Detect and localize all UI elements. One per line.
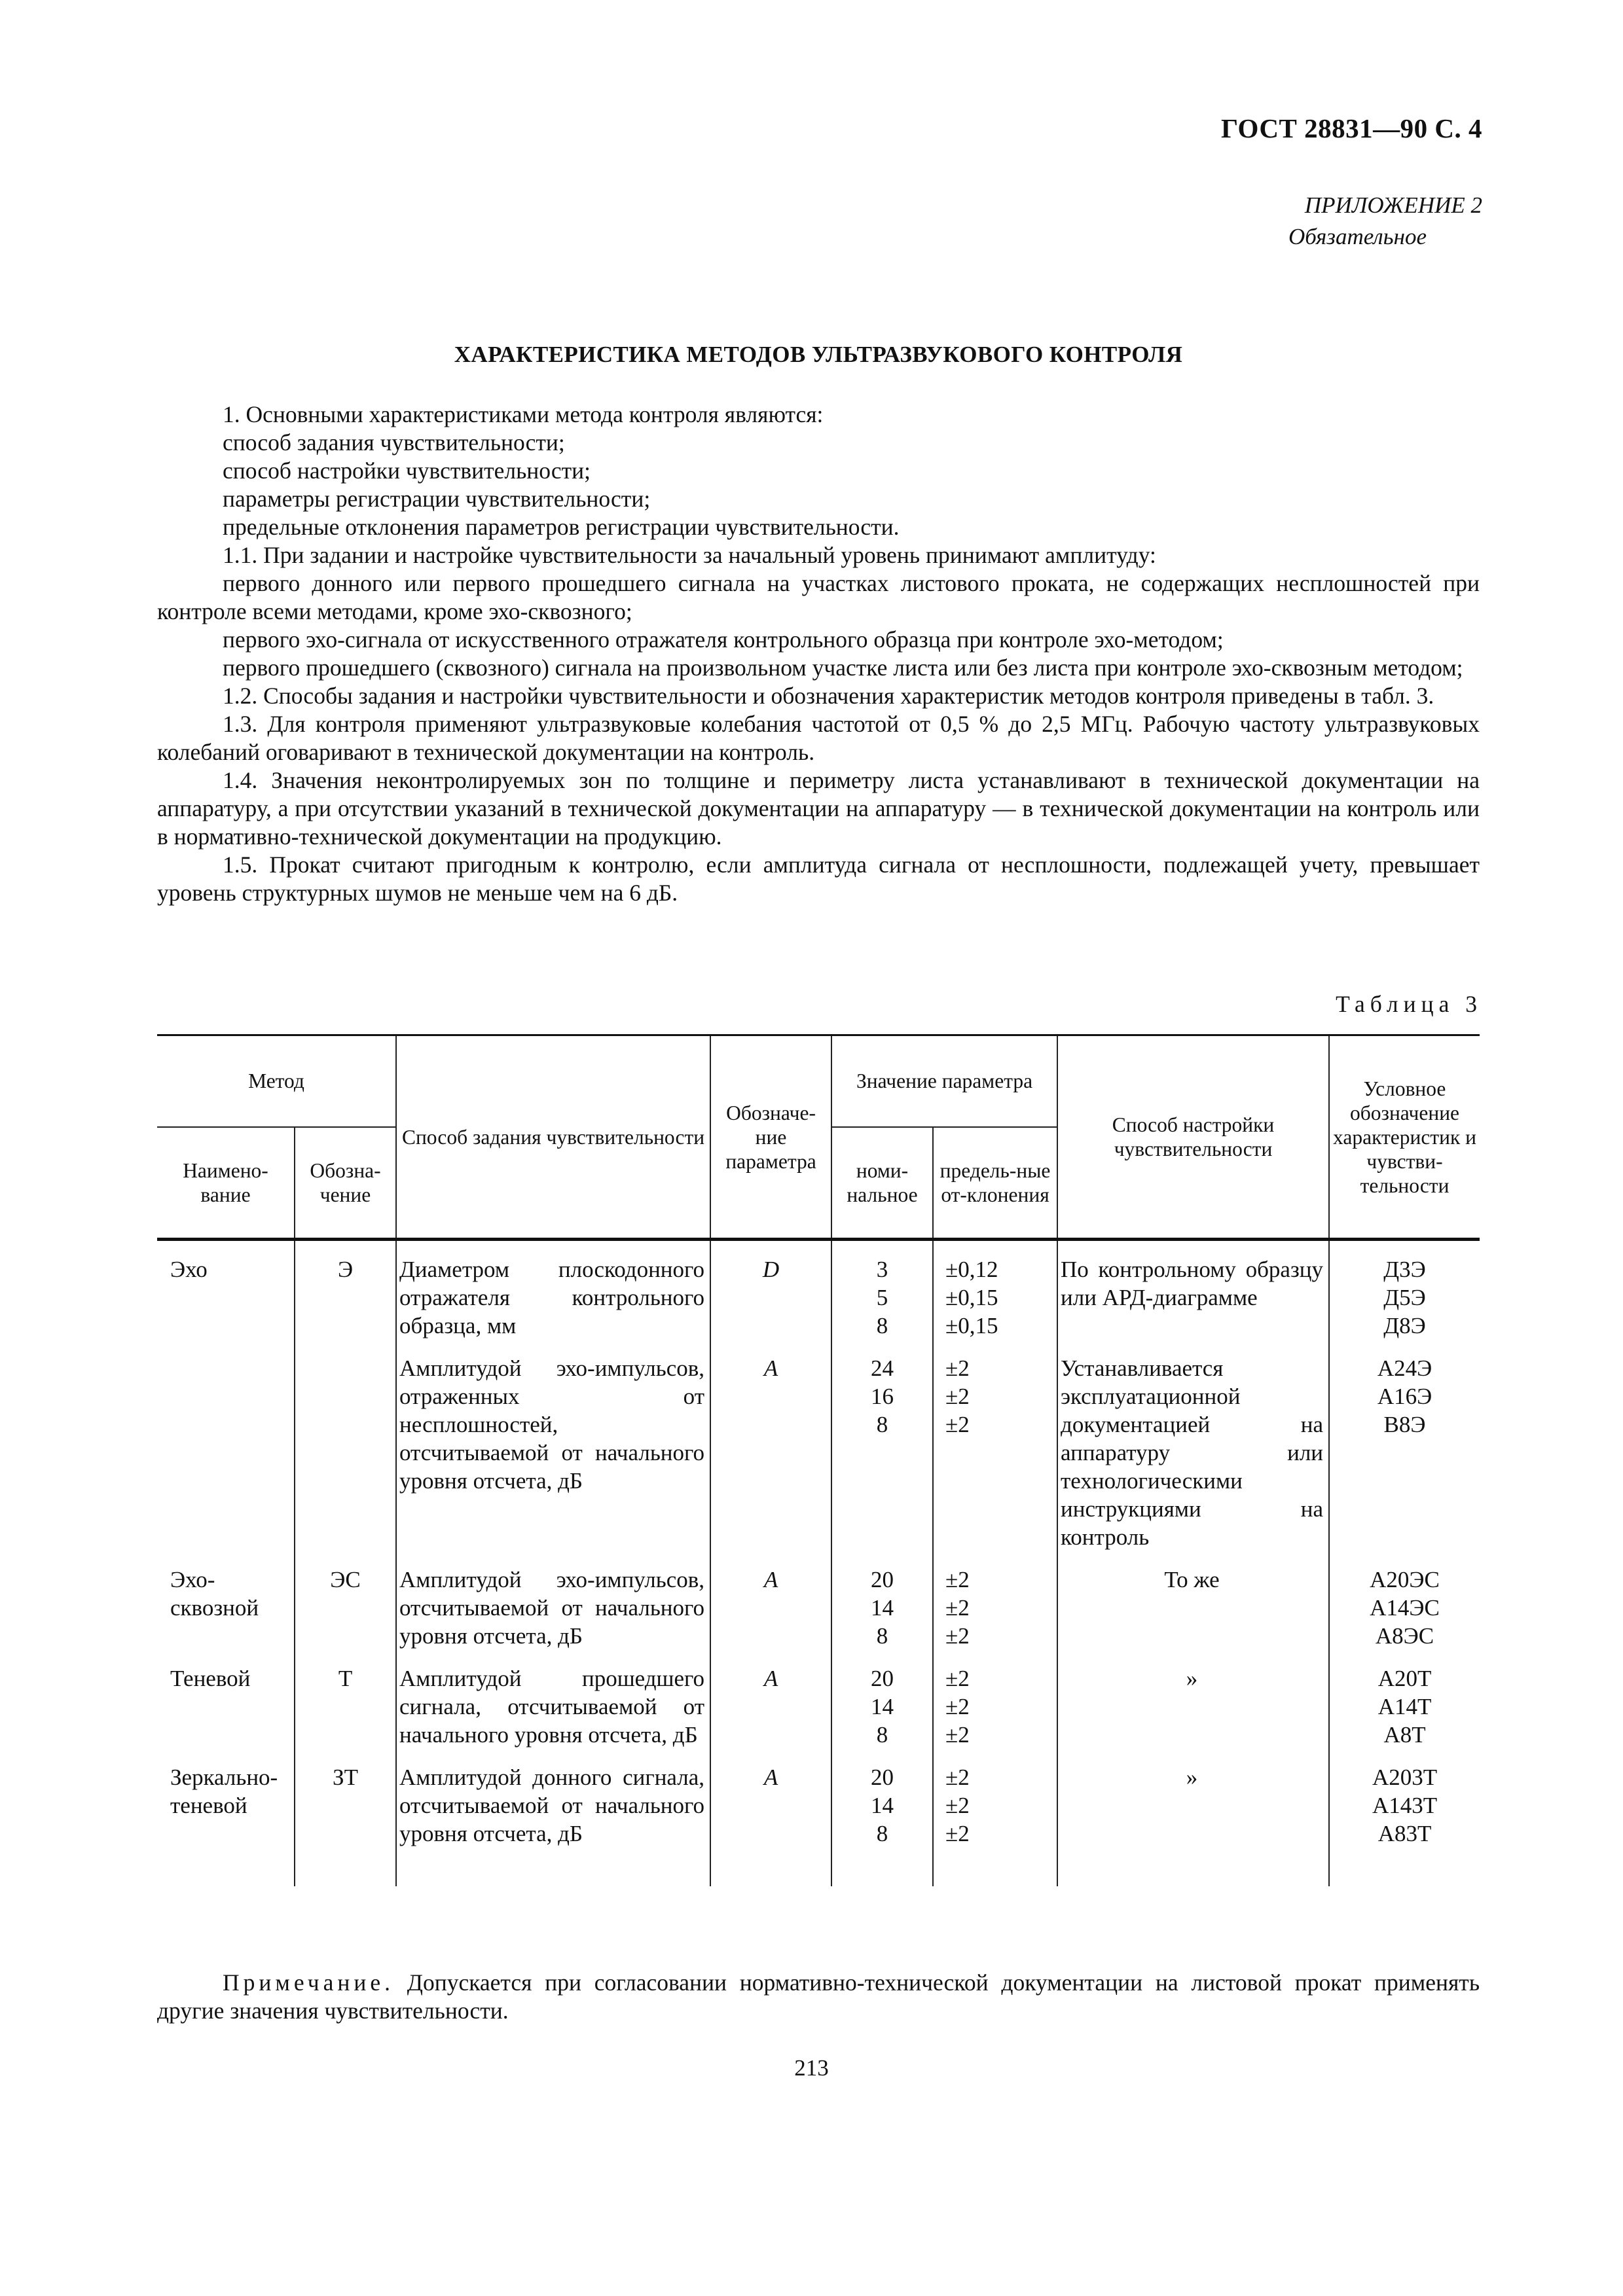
sensitivity-setting: Амплитудой прошедшего сигнала, отсчитываемой от начального уровня отсчета, дБ bbox=[396, 1650, 710, 1749]
deviation-value: ±2 bbox=[945, 1793, 970, 1818]
table-row bbox=[157, 1551, 1480, 1650]
header-adjustment: Способ настройки чувствительности bbox=[1057, 1035, 1329, 1240]
deviation-value: ±2 bbox=[945, 1412, 970, 1437]
symbol-value: А83Т bbox=[1377, 1821, 1432, 1846]
symbol-values bbox=[1329, 1749, 1480, 1886]
nominal-values bbox=[831, 1551, 933, 1650]
nominal-value: 5 bbox=[876, 1285, 888, 1310]
appendix-status: Обязательное bbox=[1288, 224, 1427, 249]
symbol-value: Д3Э bbox=[1383, 1257, 1426, 1282]
deviation-values bbox=[933, 1240, 1057, 1340]
param-symbol: A bbox=[710, 1551, 831, 1650]
method-code: ЭС bbox=[295, 1551, 396, 1650]
symbol-values bbox=[1329, 1650, 1480, 1749]
symbol-value: А14Т bbox=[1377, 1694, 1432, 1719]
paragraph: 1.1. При задании и настройке чувствительности за начальный уровень принимают амплитуду: bbox=[223, 542, 1156, 568]
paragraph: предельные отклонения параметров регистрации чувствительности. bbox=[223, 514, 900, 540]
nominal-value: 8 bbox=[876, 1821, 888, 1846]
header-name: Наимено-вание bbox=[157, 1127, 295, 1240]
methods-table bbox=[157, 1034, 1480, 1886]
method-name: Эхо bbox=[157, 1240, 295, 1340]
sensitivity-setting: Амплитудой донного сигнала, отсчитываемой от начального уровня отсчета, дБ bbox=[396, 1749, 710, 1886]
nominal-value: 3 bbox=[876, 1257, 888, 1282]
method-code: ЗТ bbox=[295, 1749, 396, 1886]
paragraph: 1.5. Прокат считают пригодным к контролю, если амплитуда сигнала от несплошности, подлежащей учету, превышает уровень структурных шумов не меньше чем на 6 дБ. bbox=[157, 852, 1480, 906]
nominal-values bbox=[831, 1650, 933, 1749]
symbol-value: А143Т bbox=[1372, 1793, 1438, 1818]
deviation-value: ±2 bbox=[945, 1765, 970, 1790]
note-label: Примечание. bbox=[223, 1969, 394, 1996]
deviation-values bbox=[933, 1340, 1057, 1551]
paragraph: 1. Основными характеристиками метода контроля являются: bbox=[223, 401, 824, 427]
deviation-value: ±0,12 bbox=[945, 1257, 998, 1282]
sensitivity-setting: Амплитудой эхо-импульсов, отраженных от несплошностей, отсчитываемой от начального уровня отсчета, дБ bbox=[396, 1340, 710, 1551]
method-name bbox=[157, 1340, 295, 1551]
header-symbol: Условное обозначение характеристик и чувстви-тельности bbox=[1329, 1035, 1480, 1240]
symbol-values bbox=[1329, 1240, 1480, 1340]
deviation-values bbox=[933, 1749, 1057, 1886]
header-sensitivity-setting: Способ задания чувствительности bbox=[396, 1035, 710, 1240]
header-code: Обозна-чение bbox=[295, 1127, 396, 1240]
symbol-value: Д5Э bbox=[1383, 1285, 1426, 1310]
paragraph: 1.4. Значения неконтролируемых зон по толщине и периметру листа устанавливают в технической документации на аппаратуру, а при отсутствии указаний в технической документации на аппаратуру — в технической документации на контроль или в нормативно-технической документации на продукцию. bbox=[157, 767, 1480, 850]
method-code: Э bbox=[295, 1240, 396, 1340]
nominal-values bbox=[831, 1340, 933, 1551]
table-note bbox=[157, 1969, 1480, 2025]
table-row bbox=[157, 1340, 1480, 1551]
standard-code: ГОСТ 28831—90 С. 4 bbox=[1220, 113, 1482, 143]
paragraph: параметры регистрации чувствительности; bbox=[223, 486, 651, 512]
deviation-value: ±0,15 bbox=[945, 1285, 998, 1310]
deviation-value: ±2 bbox=[945, 1623, 970, 1649]
paragraph: 1.2. Способы задания и настройки чувствительности и обозначения характеристик методов контроля приведены в табл. 3. bbox=[223, 683, 1434, 709]
symbol-value: А8Т bbox=[1383, 1722, 1426, 1748]
nominal-value: 24 bbox=[871, 1355, 894, 1381]
nominal-value: 20 bbox=[871, 1567, 894, 1592]
nominal-values bbox=[831, 1749, 933, 1886]
paragraph: 1.3. Для контроля применяют ультразвуковые колебания частотой от 0,5 % до 2,5 МГц. Рабочую частоту ультразвуковых колебаний оговаривают в технической документации на контроль. bbox=[157, 711, 1480, 765]
nominal-value: 8 bbox=[876, 1313, 888, 1338]
paragraph: первого прошедшего (сквозного) сигнала на произвольном участке листа или без листа при контроле эхо-сквозным методом; bbox=[223, 655, 1463, 681]
symbol-value: В8Э bbox=[1383, 1412, 1426, 1437]
appendix-label: ПРИЛОЖЕНИЕ 2 bbox=[1304, 192, 1482, 218]
adjustment-method: » bbox=[1057, 1749, 1329, 1886]
method-name: Теневой bbox=[157, 1650, 295, 1749]
nominal-value: 14 bbox=[871, 1694, 894, 1719]
table-row bbox=[157, 1240, 1480, 1340]
header-param-symbol: Обозначе-ние параметра bbox=[710, 1035, 831, 1240]
header-deviation: предель-ные от-клонения bbox=[933, 1127, 1057, 1240]
paragraph: способ задания чувствительности; bbox=[223, 429, 565, 456]
param-symbol: A bbox=[710, 1650, 831, 1749]
nominal-value: 20 bbox=[871, 1765, 894, 1790]
adjustment-method: Устанавливается эксплуатационной документацией на аппаратуру или технологическими инструкциями на контроль bbox=[1057, 1340, 1329, 1551]
method-name: Эхо-сквозной bbox=[157, 1551, 295, 1650]
page-title: ХАРАКТЕРИСТИКА МЕТОДОВ УЛЬТРАЗВУКОВОГО КОНТРОЛЯ bbox=[454, 342, 1183, 367]
sensitivity-setting: Амплитудой эхо-импульсов, отсчитываемой от начального уровня отсчета, дБ bbox=[396, 1551, 710, 1650]
symbol-value: А20Т bbox=[1377, 1666, 1432, 1691]
appendix-block bbox=[1288, 190, 1482, 253]
deviation-values bbox=[933, 1650, 1057, 1749]
nominal-value: 14 bbox=[871, 1595, 894, 1621]
deviation-value: ±2 bbox=[945, 1821, 970, 1846]
deviation-values bbox=[933, 1551, 1057, 1650]
symbol-value: А16Э bbox=[1377, 1384, 1432, 1409]
adjustment-method: По контрольному образцу или АРД-диаграмме bbox=[1057, 1240, 1329, 1340]
symbol-values bbox=[1329, 1340, 1480, 1551]
nominal-value: 8 bbox=[876, 1722, 888, 1748]
symbol-value: Д8Э bbox=[1383, 1313, 1426, 1338]
adjustment-method: То же bbox=[1057, 1551, 1329, 1650]
deviation-value: ±2 bbox=[945, 1384, 970, 1409]
nominal-value: 8 bbox=[876, 1623, 888, 1649]
method-code: Т bbox=[295, 1650, 396, 1749]
paragraph: первого эхо-сигнала от искусственного отражателя контрольного образца при контроле эхо-методом; bbox=[223, 626, 1224, 653]
deviation-value: ±0,15 bbox=[945, 1313, 998, 1338]
symbol-value: А20ЭС bbox=[1370, 1567, 1440, 1592]
nominal-value: 14 bbox=[871, 1793, 894, 1818]
symbol-value: А14ЭС bbox=[1370, 1595, 1440, 1621]
nominal-value: 20 bbox=[871, 1666, 894, 1691]
paragraph: первого донного или первого прошедшего сигнала на участках листового проката, не содержащих несплошностей при контроле всеми методами, кроме эхо-сквозного; bbox=[157, 570, 1480, 624]
deviation-value: ±2 bbox=[945, 1567, 970, 1592]
param-symbol: A bbox=[710, 1749, 831, 1886]
header-method: Метод bbox=[157, 1035, 396, 1127]
param-symbol: D bbox=[710, 1240, 831, 1340]
method-name: Зеркально-теневой bbox=[157, 1749, 295, 1886]
nominal-values bbox=[831, 1240, 933, 1340]
table-row bbox=[157, 1749, 1480, 1886]
symbol-value: А24Э bbox=[1377, 1355, 1432, 1381]
nominal-value: 16 bbox=[871, 1384, 894, 1409]
symbol-value: А203Т bbox=[1372, 1765, 1438, 1790]
sensitivity-setting: Диаметром плоскодонного отражателя контрольного образца, мм bbox=[396, 1240, 710, 1340]
deviation-value: ±2 bbox=[945, 1595, 970, 1621]
symbol-value: А8ЭС bbox=[1375, 1623, 1434, 1649]
param-symbol: A bbox=[710, 1340, 831, 1551]
method-code bbox=[295, 1340, 396, 1551]
header-nominal: номи-нальное bbox=[831, 1127, 933, 1240]
adjustment-method: » bbox=[1057, 1650, 1329, 1749]
nominal-value: 8 bbox=[876, 1412, 888, 1437]
table-row bbox=[157, 1650, 1480, 1749]
paragraph: способ настройки чувствительности; bbox=[223, 457, 591, 484]
deviation-value: ±2 bbox=[945, 1694, 970, 1719]
deviation-value: ±2 bbox=[945, 1666, 970, 1691]
symbol-values bbox=[1329, 1551, 1480, 1650]
page-number: 213 bbox=[794, 2055, 829, 2081]
note-text: Допускается при согласовании нормативно-технической документации на листовой прокат применять другие значения чувствительности. bbox=[157, 1969, 1480, 2024]
deviation-value: ±2 bbox=[945, 1355, 970, 1381]
table-caption: Таблица 3 bbox=[1336, 991, 1482, 1017]
body-text bbox=[157, 401, 1480, 907]
deviation-value: ±2 bbox=[945, 1722, 970, 1748]
header-param-value: Значение параметра bbox=[831, 1035, 1057, 1127]
